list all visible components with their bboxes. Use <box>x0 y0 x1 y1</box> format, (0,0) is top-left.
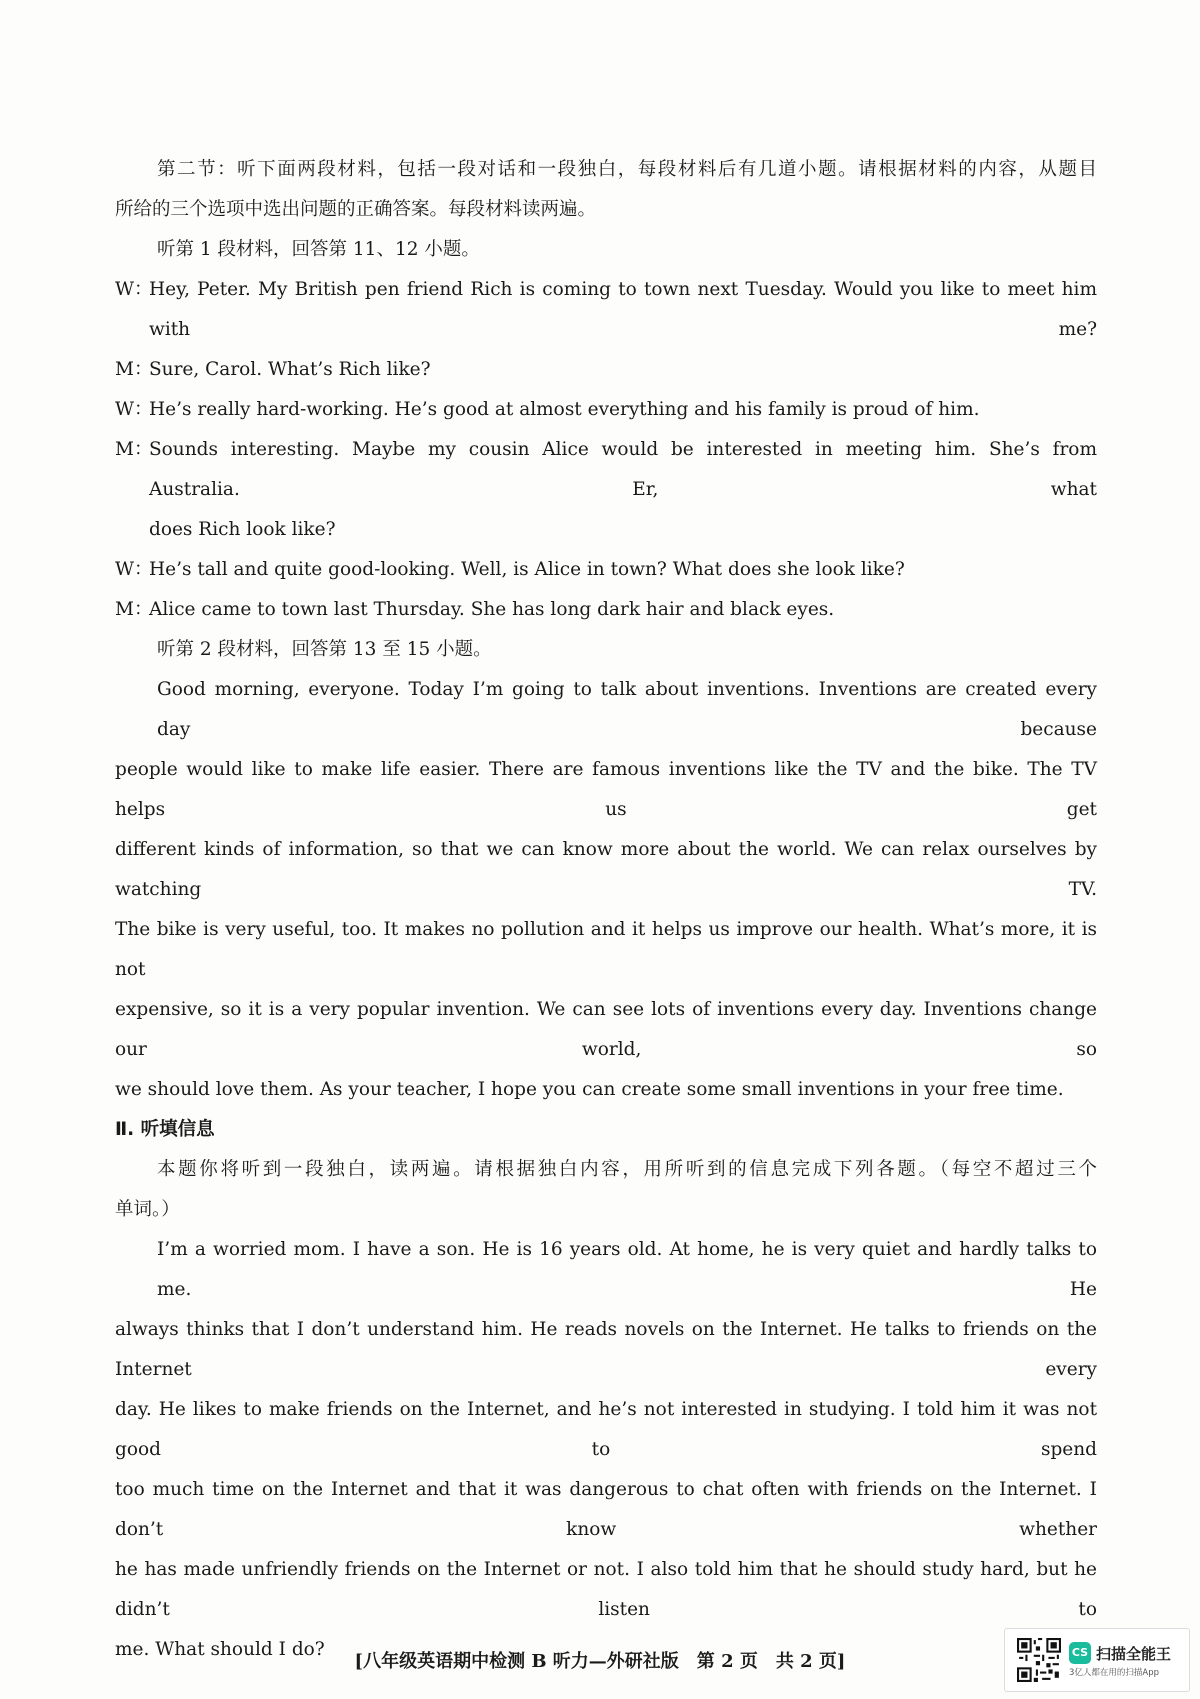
speaker-label: W： <box>115 399 153 420</box>
dialogue-text: Alice came to town last Thursday. She has long dark hair and black eyes. <box>149 599 835 620</box>
part2-instruction-line2: 单词。） <box>115 1199 180 1220</box>
speaker-label: M： <box>115 439 153 460</box>
monologue-line: too much time on the Internet and that it was dangerous to chat often with friends on the Internet. I don’t know whether <box>115 1479 1097 1540</box>
camscanner-logo-icon: CS <box>1069 1642 1091 1664</box>
dialogue-line <box>115 270 1097 350</box>
monologue-line: day. He likes to make friends on the Internet, and he’s not interested in studying. I told him it was not good to spend <box>115 1399 1097 1460</box>
monologue-line: he has made unfriendly friends on the Internet or not. I also told him that he should study hard, but he didn’t listen to <box>115 1559 1097 1620</box>
monologue-line: different kinds of information, so that we can know more about the world. We can relax ourselves by watching TV. <box>115 839 1097 900</box>
qr-code-icon <box>1017 1638 1061 1682</box>
monologue-line: always thinks that I don’t understand him. He reads novels on the Internet. He talks to friends on the Internet every <box>115 1319 1097 1380</box>
speaker-label: M： <box>115 599 153 620</box>
scanner-badge-text <box>1069 1642 1171 1678</box>
monologue-line: we should love them. As your teacher, I hope you can create some small inventions in your free time. <box>115 1079 1064 1100</box>
dialogue <box>115 270 1097 630</box>
dialogue-line <box>115 350 1097 390</box>
monologue-line: expensive, so it is a very popular invention. We can see lots of inventions every day. Inventions change our world, so <box>115 999 1097 1060</box>
dialogue-text: He’s tall and quite good-looking. Well, is Alice in town? What does she look like? <box>149 559 905 580</box>
dialogue-text: He’s really hard-working. He’s good at almost everything and his family is proud of him. <box>149 399 980 420</box>
dialogue-text: Sounds interesting. Maybe my cousin Alice would be interested in meeting him. She’s from Australia. Er, what <box>149 439 1097 500</box>
scanner-app-tagline: 3亿人都在用的扫描App <box>1069 1668 1160 1678</box>
part2-heading: Ⅱ. 听填信息 <box>115 1119 215 1140</box>
dialogue-continuation: does Rich look like? <box>149 519 336 540</box>
inventions-monologue <box>115 670 1097 1110</box>
page-content <box>115 150 1097 1670</box>
material2-heading: 听第 2 段材料，回答第 13 至 15 小题。 <box>157 639 492 660</box>
dialogue-text: Sure, Carol. What’s Rich like? <box>149 359 431 380</box>
monologue-line: I’m a worried mom. I have a son. He is 16 years old. At home, he is very quiet and hardly talks to me. He <box>157 1239 1097 1300</box>
dialogue-line <box>115 390 1097 430</box>
monologue-line: me. What should I do? <box>115 1639 325 1660</box>
section2-intro-line1: 第二节：听下面两段材料，包括一段对话和一段独白，每段材料后有几道小题。请根据材料的内容，从题目 <box>157 159 1097 180</box>
monologue-line: people would like to make life easier. There are famous inventions like the TV and the bike. The TV helps us get <box>115 759 1097 820</box>
scanner-watermark-badge <box>1004 1628 1190 1692</box>
speaker-label: W： <box>115 559 153 580</box>
page-footer: [八年级英语期中检测 B 听力—外研社版 第 2 页 共 2 页] <box>354 1651 846 1672</box>
dialogue-line <box>115 590 1097 630</box>
monologue-line: Good morning, everyone. Today I’m going to talk about inventions. Inventions are created every day because <box>157 679 1097 740</box>
monologue-line: The bike is very useful, too. It makes no pollution and it helps us improve our health. What’s more, it is not <box>115 919 1097 980</box>
scanner-badge-top <box>1069 1642 1171 1664</box>
part2-instruction-line1: 本题你将听到一段独白，读两遍。请根据独白内容，用所听到的信息完成下列各题。（每空不超过三个 <box>157 1159 1097 1180</box>
dialogue-line <box>115 550 1097 590</box>
worried-mom-monologue <box>115 1230 1097 1670</box>
section2-intro-line2: 所给的三个选项中选出问题的正确答案。每段材料读两遍。 <box>115 199 597 220</box>
speaker-label: W： <box>115 279 153 300</box>
dialogue-text: Hey, Peter. My British pen friend Rich is coming to town next Tuesday. Would you like to meet him with me? <box>149 279 1097 340</box>
scanner-app-name: 扫描全能王 <box>1096 1644 1172 1663</box>
material1-heading: 听第 1 段材料，回答第 11、12 小题。 <box>157 239 480 260</box>
dialogue-line <box>115 430 1097 510</box>
speaker-label: M： <box>115 359 153 380</box>
